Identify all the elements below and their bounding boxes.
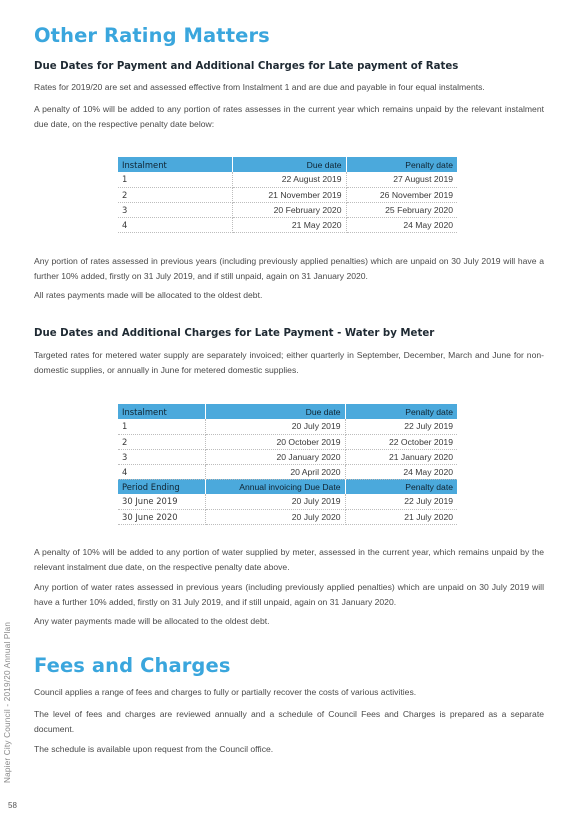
column-header: Instalment [118,404,205,419]
table-cell: 1 [118,172,232,187]
section3-paragraph-3: The schedule is available upon request from the Council office. [34,744,274,754]
heading-fees-and-charges: Fees and Charges [34,654,231,677]
table-cell: 22 August 2019 [232,172,346,187]
table-row [118,172,457,187]
section3-paragraph-2: The level of fees and charges are reviewed annually and a schedule of Council Fees and Charges is prepared as a separate document. [34,709,544,734]
table-cell: 20 February 2020 [232,202,346,217]
table-cell: 22 October 2019 [345,434,457,449]
table-header-row [118,404,457,419]
table-cell: 22 July 2019 [345,419,457,434]
column-header: Penalty date [346,157,457,172]
side-running-footer: Napier City Council - 2019/20 Annual Plan [3,621,12,783]
table-row [118,202,457,217]
table-cell: 4 [118,217,232,232]
table-cell: 1 [118,419,205,434]
table-cell: 3 [118,202,232,217]
table-cell: 2 [118,434,205,449]
section2-title: Due Dates and Additional Charges for Late Payment - Water by Meter [34,328,435,339]
rates-due-dates-table [118,157,457,233]
section1-title: Due Dates for Payment and Additional Charges for Late payment of Rates [34,61,459,72]
section1-paragraph-4: All rates payments made will be allocated to the oldest debt. [34,290,263,300]
table-cell: 2 [118,187,232,202]
section2-paragraph-3: Any portion of water rates assessed in previous years (including previously applied penalties) which are unpaid on 30 July 2019 will have a further 10% added, firstly on 31 July 2019, and if still unpaid, again on 31 January 2020. [34,582,544,607]
column-header: Period Ending [118,479,205,494]
table-subheader-row [118,479,457,494]
table-cell: 27 August 2019 [346,172,457,187]
column-header: Instalment [118,157,232,172]
table-cell: 24 May 2020 [346,217,457,232]
table-cell: 20 April 2020 [205,464,345,479]
table-row [118,494,457,509]
table-cell: 21 January 2020 [345,449,457,464]
section2-paragraph-2: A penalty of 10% will be added to any portion of water supplied by meter, assessed in the current year, which remains unpaid by the relevant instalment due date, on the respective penalty date above. [34,547,544,572]
section1-paragraph-2: A penalty of 10% will be added to any portion of rates assesses in the current year which remains unpaid by the relevant instalment due date, on the respective penalty date below: [34,104,544,129]
table-cell: 21 November 2019 [232,187,346,202]
table-cell: 24 May 2020 [345,464,457,479]
table-row [118,217,457,232]
water-meter-due-dates-table [118,404,457,525]
table-row [118,509,457,524]
page-number: 58 [8,801,17,810]
column-header: Due date [232,157,346,172]
heading-other-rating-matters: Other Rating Matters [34,24,270,47]
table-cell: 20 October 2019 [205,434,345,449]
table-cell: 21 May 2020 [232,217,346,232]
section1-paragraph-3: Any portion of rates assessed in previous years (including previously applied penalties) which are unpaid on 30 July 2019 will have a further 10% added, firstly on 31 July 2019, and if still unpaid, again on 31 January 2020. [34,256,544,281]
table-cell: 4 [118,464,205,479]
table-header-row [118,157,457,172]
column-header: Due date [205,404,345,419]
table-cell: 20 July 2020 [205,509,345,524]
table-row [118,419,457,434]
table-cell: 25 February 2020 [346,202,457,217]
table-row [118,187,457,202]
table-cell: 30 June 2019 [118,494,205,509]
table-cell: 20 July 2019 [205,419,345,434]
table-cell: 20 January 2020 [205,449,345,464]
section3-paragraph-1: Council applies a range of fees and charges to fully or partially recover the costs of various activities. [34,687,417,697]
table-row [118,449,457,464]
table-cell: 20 July 2019 [205,494,345,509]
table-row [118,434,457,449]
table-cell: 3 [118,449,205,464]
section2-paragraph-4: Any water payments made will be allocated to the oldest debt. [34,616,270,626]
table-cell: 22 July 2019 [345,494,457,509]
section1-paragraph-1: Rates for 2019/20 are set and assessed effective from Instalment 1 and are due and payable in four equal instalments. [34,82,485,92]
section2-paragraph-1: Targeted rates for metered water supply are separately invoiced; either quarterly in September, December, March and June for non-domestic supplies, or annually in June for metered domestic supplies. [34,350,544,375]
table-row [118,464,457,479]
table-cell: 21 July 2020 [345,509,457,524]
table-cell: 30 June 2020 [118,509,205,524]
column-header: Annual invoicing Due Date [205,479,345,494]
table-cell: 26 November 2019 [346,187,457,202]
column-header: Penalty date [345,404,457,419]
column-header: Penalty date [345,479,457,494]
